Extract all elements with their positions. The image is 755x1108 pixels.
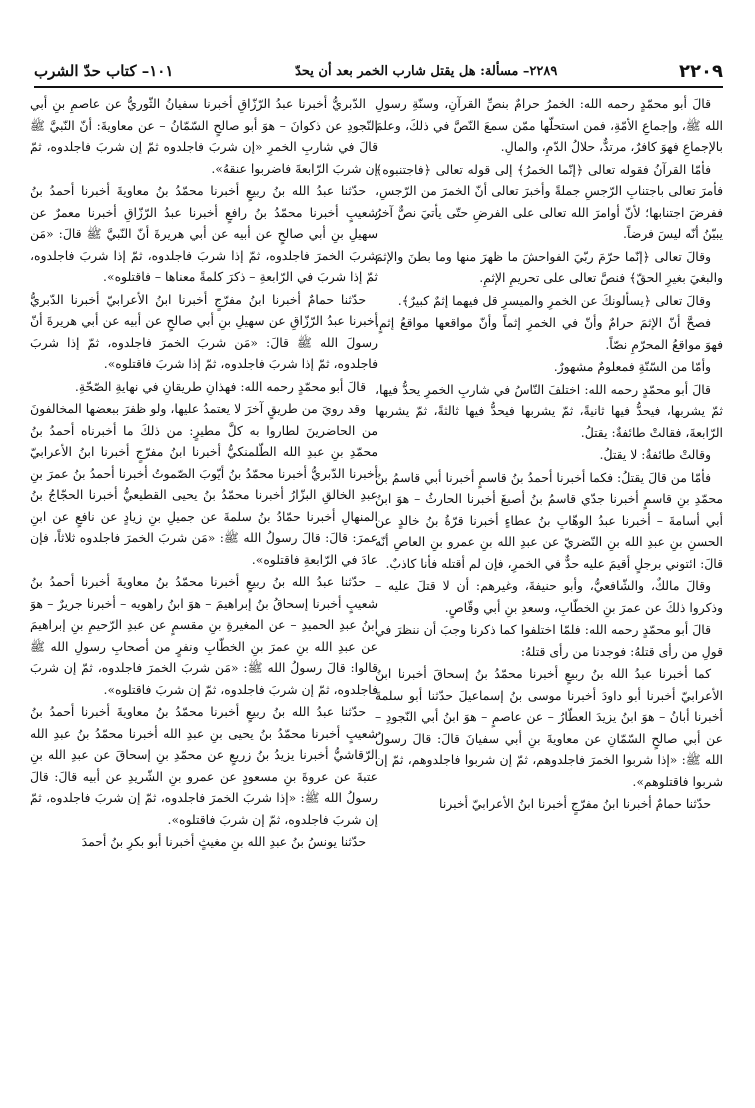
paragraph: قالَ أبو محمّدٍ رحمه الله: فلمّا اختلفوا كما ذكرنا وجبَ أن ننظرَ في قولِ من رأى قتلهُ: فوجدنا من رأى قتلهُ: (375, 622, 723, 659)
paragraph: فصحَّ أنّ الإثمَ حرامٌ وأنّ في الخمرِ إثماً وأنّ مواقعها مواقعُ إثمٍ، فهوَ مواقعُ المحرّمِ نصّاً. (375, 315, 723, 352)
right-column (375, 93, 723, 1101)
paragraph: فأمّا القرآنُ فقوله تعالى ﴿إنّما الخمرُ﴾ إلى قوله تعالى ﴿فاجتنبوه﴾ فأمرَ تعالى باجتنابِ الرّجسِ جملةً وأخبرَ تعالى أنّ الخمرَ من الرّجسِ، ففرضَ اجتنابها؛ لأنّ أوامرَ الله تعالى على الفرضِ حتّى يأتيَ نصٌّ آخرُ يبيّنُ أنّه ليسَ فرضاً. (375, 161, 723, 241)
paragraph: وقالتْ طائفةٌ: لا يقتلُ. (599, 447, 711, 462)
running-header (34, 58, 723, 84)
paragraph: الدّبريُّ أخبرنا عبدُ الرّزّاقِ أخبرنا سفيانُ الثّوريُّ عن عاصمِ بنِ أبي النّجودِ عن ذكوانَ – هوَ أبو صالحٍ السّمّانُ – عن معاويةَ: أنّ النّبيَّ ﷺ قالَ في شاربِ الخمرِ «إن شربَ فاجلدوه ثمّ إن شربَ فاجلدوه، ثمّ إن شربَ الرّابعةَ فاضربوا عنقهُ». (30, 96, 378, 176)
paragraph: حدّثنا حمامٌ أخبرنا ابنُ مفرّجٍ أخبرنا ابنُ الأعرابيّ أخبرنا الدّبريُّ أخبرنا عبدُ الرّزّاقِ عن سهيلِ بنِ أبي صالحٍ عن أبيه عن أبي هريرةَ أنّ رسولَ الله ﷺ قالَ: «مَن شربَ الخمرَ فاجلدوه، ثمّ إذا شربَ فاجلدوه، ثمّ إذا شربَ فاجلدوه، ثمّ إذا شربَ فاقتلوه». (30, 291, 378, 371)
book-title: ١٠١– كتاب حدّ الشرب (34, 62, 174, 80)
paragraph: حدّثنا حمامٌ أخبرنا ابنُ مفرّجٍ أخبرنا ابنُ الأعرابيّ أخبرنا (439, 796, 711, 811)
paragraph: حدّثنا يونسُ بنُ عبدِ الله بنِ مغيثٍ أخبرنا أبو بكرِ بنُ أحمدَ (81, 834, 366, 849)
page-number: ٢٢٠٩ (679, 60, 723, 82)
paragraph: قالَ أبو محمّدٍ رحمه الله: اختلفَ النّاسُ في شاربِ الخمرِ يحدُّ فيها، ثمّ يشربها، فيحدُّ فيها ثانيةً، ثمّ يشربها فيحدُّ فيها ثالثةً، ثمّ يشربها الرّابعةَ، فقالتْ طائفةٌ: يقتلُ. (375, 381, 723, 440)
paragraph: قالَ أبو محمّدٍ رحمه الله: فهذانِ طريقانِ في نهايةِ الصّحّةِ. (74, 378, 366, 394)
issue-title: ٢٢٨٩– مسألة: هل يقتل شارب الخمر بعد أن يحدّ (295, 63, 558, 79)
paragraph: وقالَ تعالى ﴿يسألونكَ عن الخمرِ والميسرِ قل فيهما إثمٌ كبيرٌ﴾. (397, 292, 711, 308)
paragraph: حدّثنا عبدُ الله بنُ ربيعٍ أخبرنا محمّدُ بنُ معاويةَ أخبرنا أحمدُ بنُ شعيبٍ أخبرنا محمّدُ بنُ يحيى بنِ عبدِ الله أخبرنا محمّدُ بنُ عبدِ الله الرّقاشيُّ أخبرنا يزيدُ بنُ زريعٍ عن محمّدِ بنِ إسحاقَ عن عبدِ الله بنِ عتبةَ عن عروةَ بنِ مسعودٍ عن عمرو بنِ الشّريدِ عن أبيه قالَ: قالَ رسولُ الله ﷺ: «إذا شربَ الخمرَ فاجلدوه، ثمّ إن شربَ فاجلدوه، ثمّ إن شربَ فاجلدوه، ثمّ إن شربَ فاقتلوه». (30, 704, 378, 827)
paragraph: وأمّا من السّنّةِ فمعلومٌ مشهورٌ. (553, 359, 711, 374)
paragraph: وقالَ مالكٌ، والشّافعيُّ، وأبو حنيفةَ، وغيرهم: أن لا قتلَ عليه – وذكروا ذلكَ عن عمرَ بنِ الخطّابِ، وسعدِ بنِ أبي وقّاصٍ. (375, 578, 723, 615)
header-rule (34, 86, 723, 88)
paragraph: فأمّا من قالَ يقتلُ: فكما أخبرنا أحمدُ بنُ قاسمٍ أخبرنا أبي قاسمُ بنُ محمّدِ بنِ قاسمٍ أخبرنا جدّي قاسمُ بنُ أصبغَ أخبرنا الحارثُ – هوَ ابنُ أبي أسامةَ – أخبرنا عبدُ الوهّابِ بنُ عطاءٍ أخبرنا قرّةُ بنُ خالدٍ عن الحسنِ بنِ عبدِ الله بنِ النّضريّ عن عبدِ الله بنِ عمرو بنِ العاصِ أنّه قالَ: ائتوني برجلٍ أقيمَ عليه حدٌّ في الخمرِ، فإن لم أقتله فأنا كاذبٌ. (375, 469, 723, 571)
paragraph: كما أخبرنا عبدُ الله بنُ ربيعٍ أخبرنا محمّدُ بنُ إسحاقَ أخبرنا ابنُ الأعرابيّ أخبرنا أبو داودَ أخبرنا موسى بنُ إسماعيلَ حدّثنا أبو سلمةَ أخبرنا أبانُ – هوَ ابنُ يزيدَ العطّارُ – عن عاصمٍ – هوَ ابنُ أبي النّجودِ – عن أبي صالحٍ السّمّانِ عن معاويةَ بنِ أبي سفيانَ قالَ: قالَ رسولُ الله ﷺ: «إذا شربوا الخمرَ فاجلدوهم، ثمّ إن شربوا فاجلدوهم، ثمّ إن شربوا فاقتلوهم». (375, 666, 723, 789)
left-column (30, 93, 378, 1101)
paragraph: حدّثنا عبدُ الله بنُ ربيعٍ أخبرنا محمّدُ بنُ معاويةَ أخبرنا أحمدُ بنُ شعيبٍ أخبرنا إسحاقُ بنُ إبراهيمَ – هوَ ابنُ راهويه – أخبرنا جريرٌ – هوَ ابنُ عبدِ الحميدِ – عن المغيرةِ بنِ مقسمٍ عن عبدِ الرّحيمِ بنِ إبراهيمَ عن عبدِ الله بنِ عمرَ بنِ الخطّابِ ونفرٍ من أصحابِ رسولِ الله ﷺ قالوا: قالَ رسولُ الله ﷺ: «مَن شربَ الخمرَ فاجلدوه، ثمّ إن شربَ فاجلدوه، ثمّ إن شربَ فاجلدوه، ثمّ إن شربَ فاقتلوه». (30, 574, 378, 697)
paragraph: وقد رويَ من طريقٍ آخرَ لا يعتمدُ عليها، ولو ظفرَ ببعضها المخالفونَ من الحاضرينَ لطاروا به كلَّ مطيرٍ: من ذلكَ ما أخبرناه أحمدُ بنُ محمّدِ بنِ عبدِ الله الطّلمنكيُّ أخبرنا ابنُ مفرّجٍ أخبرنا ابنُ الأعرابيّ أخبرنا الدّبريُّ أخبرنا محمّدُ بنُ أيّوبَ الصّموتُ أخبرنا أحمدُ بنُ عمرَ بنِ عبدِ الخالقِ البزّارُ أخبرنا محمّدُ بنُ يحيى القطيعيُّ أخبرنا الحجّاجُ بنُ المنهالِ أخبرنا حمّادُ بنُ سلمةَ عن جميلِ بنِ زيادٍ عن نافعٍ عن ابنِ عمرَ: قالَ: قالَ رسولُ الله ﷺ: «مَن شربَ الخمرَ فاجلدوه ثلاثاً، فإن عادَ في الرّابعةِ فاقتلوه». (30, 401, 378, 567)
paragraph: قالَ أبو محمّدٍ رحمه الله: الخمرُ حرامٌ بنصِّ القرآنِ، وسنّةِ رسولِ الله ﷺ، وإجماعِ الأمّةِ، فمن استحلّها ممّن سمعَ النّصَّ في ذلكَ، وعلمَ بالإجماعِ فهوَ كافرٌ، مرتدٌّ، حلالُ الدّمِ، والمالِ. (375, 96, 723, 154)
paragraph: حدّثنا عبدُ الله بنُ ربيعٍ أخبرنا محمّدُ بنُ معاويةَ أخبرنا أحمدُ بنُ شعيبٍ أخبرنا محمّدُ بنُ رافعٍ أخبرنا عبدُ الرّزّاقِ أخبرنا معمرٌ عن سهيلِ بنِ أبي صالحٍ عن أبيه عن أبي هريرةَ أنّ النّبيَّ ﷺ قالَ: «مَن شربَ الخمرَ فاجلدوه، ثمّ إذا شربَ فاجلدوه، ثمّ إذا شربَ فاجلدوه، ثمّ إذا شربَ في الرّابعةِ – ذكرَ كلمةً معناها – فاقتلوه». (30, 183, 378, 284)
paragraph: وقالَ تعالى ﴿إنّما حرّمَ ربّيَ الفواحشَ ما ظهرَ منها وما بطنَ والإثمَ والبغيَ بغيرِ الحقّ﴾ فنصَّ تعالى على تحريمِ الإثمِ. (375, 248, 723, 285)
